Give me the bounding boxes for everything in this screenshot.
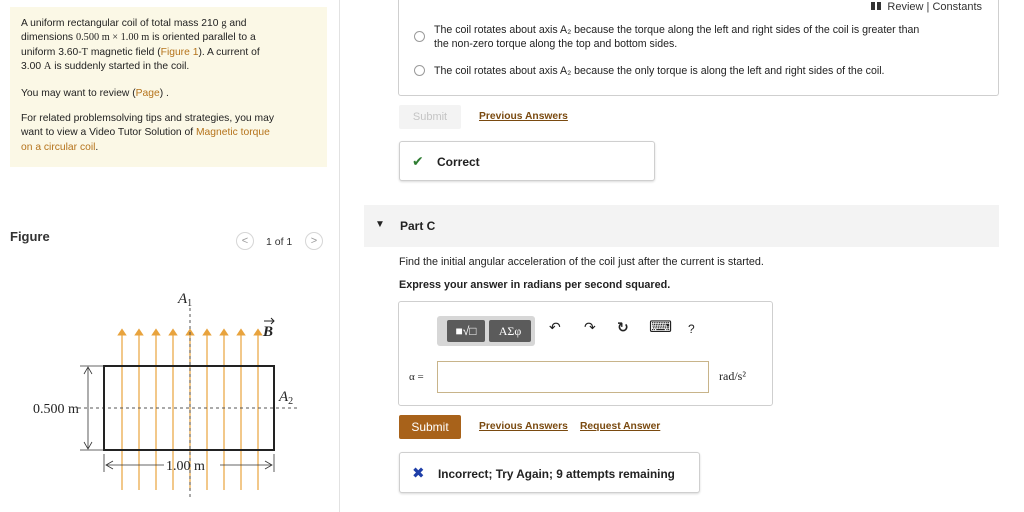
part-c-question: Find the initial angular acceleration of the coil just after the current is started. <box>399 256 764 268</box>
part-c-feedback <box>399 452 700 493</box>
checkmark-icon: ✔ <box>412 153 424 169</box>
chevron-right-icon: > <box>310 235 318 247</box>
answer-input[interactable] <box>437 361 709 393</box>
request-answer-link[interactable]: Request Answer <box>580 421 661 432</box>
review-link[interactable]: Review <box>887 1 924 13</box>
option-2-radio[interactable] <box>414 65 425 76</box>
unit-label: rad/s² <box>719 369 746 383</box>
help-icon[interactable]: ? <box>688 322 695 336</box>
page-link[interactable]: Page <box>135 88 160 99</box>
undo-icon[interactable]: ↶ <box>549 319 561 335</box>
problem-paragraph-1: A uniform rectangular coil of total mass 210 g and dimensions 0.500 m × 1.00 m is oriented parallel to a uniform 3.60-T magnetic field (Figure 1). A current of 3.00 A is suddenly started in the coil. <box>21 18 260 72</box>
greek-symbols-button[interactable]: ΑΣφ <box>489 320 531 342</box>
coil-figure <box>0 260 338 512</box>
width-dimension-label: 1.00 m <box>166 459 205 474</box>
part-c-submit-button[interactable]: Submit <box>399 415 461 439</box>
part-b-submit-button[interactable]: Submit <box>399 105 461 129</box>
video-tutor-link-cont[interactable]: on a circular coil <box>21 141 96 153</box>
part-c-header[interactable] <box>364 205 999 247</box>
problem-paragraph-3: For related problemsolving tips and strategies, you may want to view a Video Tutor Solution of Magnetic torque on a circular coil. <box>21 113 274 153</box>
keyboard-icon[interactable]: ⌨ <box>649 319 673 336</box>
constants-link[interactable]: Constants <box>932 1 982 13</box>
feedback-correct-text: Correct <box>437 155 480 169</box>
part-c-title: Part C <box>400 219 436 233</box>
figure-link[interactable]: Figure 1 <box>160 46 199 58</box>
axis-a2-label: $A_2$ <box>279 389 294 407</box>
axis-a1-label: $A_1$ <box>178 291 193 309</box>
problem-paragraph-2: You may want to review (Page) . <box>21 88 169 99</box>
figure-next-button[interactable] <box>305 232 323 250</box>
caret-down-icon: ▼ <box>375 219 385 230</box>
templates-button[interactable]: ■√□ <box>447 320 485 342</box>
option-1-radio[interactable] <box>414 31 425 42</box>
part-c-instruction: Express your answer in radians per second squared. <box>399 279 671 291</box>
chevron-left-icon: < <box>241 235 249 247</box>
figure-pager: 1 of 1 <box>266 236 293 248</box>
feedback-incorrect-text: Incorrect; Try Again; 9 attempts remaining <box>438 467 675 481</box>
header-links: Review | Constants <box>871 1 982 13</box>
option-1-text[interactable]: The coil rotates about axis A₂ because the torque along the left and right sides of the coil is greater than the non-zero torque along the top and bottom sides. <box>434 24 920 50</box>
incorrect-x-icon: ✖ <box>412 465 425 482</box>
problem-statement <box>10 7 327 167</box>
figure-heading: Figure <box>10 229 50 244</box>
alpha-label: α = <box>409 371 424 383</box>
figure-prev-button[interactable] <box>236 232 254 250</box>
redo-icon[interactable]: ↷ <box>584 319 596 335</box>
field-b-label: B <box>263 324 274 340</box>
height-dimension-label: 0.500 m <box>33 402 79 417</box>
part-c-previous-answers-link[interactable]: Previous Answers <box>479 421 568 432</box>
math-toolbar <box>437 316 535 346</box>
reset-icon[interactable]: ↻ <box>617 319 629 335</box>
part-b-feedback <box>399 141 655 181</box>
option-2-text[interactable]: The coil rotates about axis A₂ because the only torque is along the left and right sides of the coil. <box>434 65 885 77</box>
part-b-previous-answers-link[interactable]: Previous Answers <box>479 111 568 122</box>
panel-divider <box>339 0 340 512</box>
video-tutor-link[interactable]: Magnetic torque <box>195 127 270 139</box>
